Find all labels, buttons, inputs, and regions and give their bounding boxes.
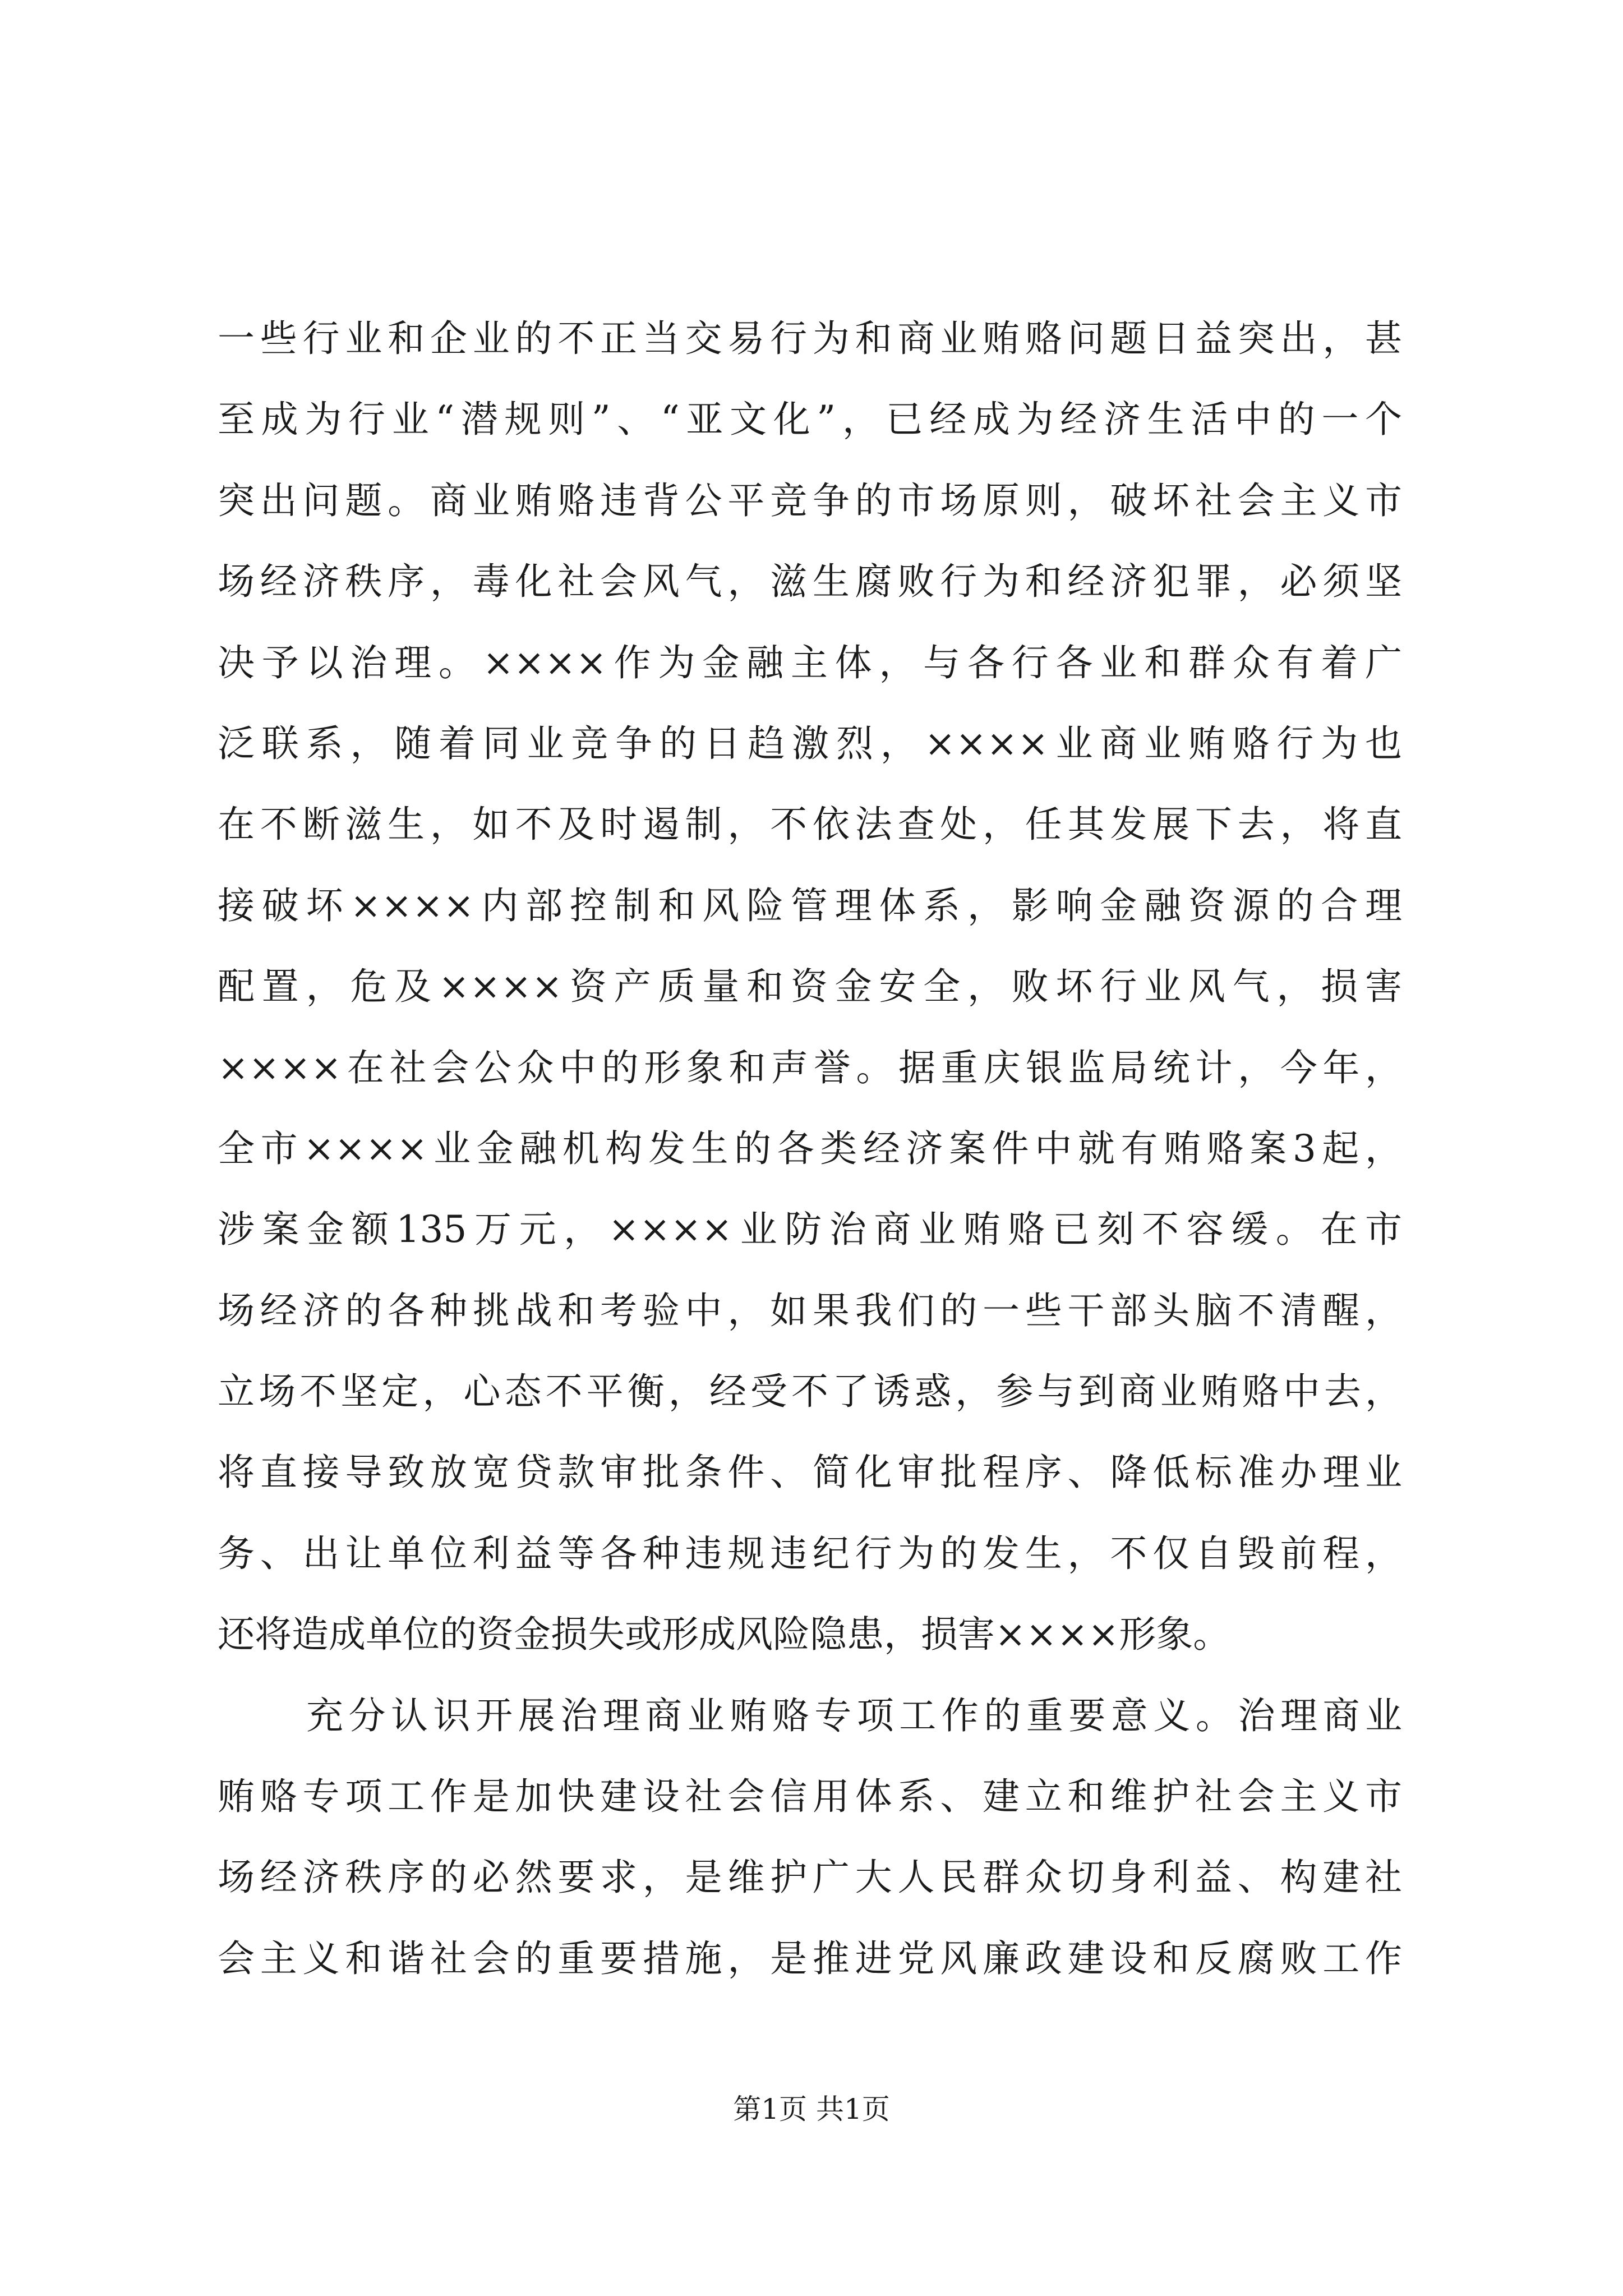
text-line: 至成为行业“潜规则”、“亚文化”，已经成为经济生活中的一个	[218, 398, 1402, 441]
text-line: 泛联系，随着同业竞争的日趋激烈，××××业商业贿赂行为也	[218, 721, 1402, 765]
text-line: 务、出让单位利益等各种违规违纪行为的发生，不仅自毁前程，	[218, 1531, 1402, 1575]
text-line: 接破坏××××内部控制和风险管理体系，影响金融资源的合理	[218, 884, 1402, 927]
text-line: 在不断滋生，如不及时遏制，不依法查处，任其发展下去，将直	[218, 803, 1402, 846]
text-line: 突出问题。商业贿赂违背公平竞争的市场原则，破坏社会主义市	[218, 478, 1402, 522]
paragraph-end-line: 还将造成单位的资金损失或形成风险隐患，损害××××形象。	[218, 1613, 1230, 1657]
text-line: 场经济秩序的必然要求，是维护广大人民群众切身利益、构建社	[218, 1856, 1402, 1899]
text-line: 全市××××业金融机构发生的各类经济案件中就有贿赂案3起，	[218, 1126, 1402, 1170]
text-line: 涉案金额135万元，××××业防治商业贿赂已刻不容缓。在市	[218, 1208, 1402, 1251]
text-line: 贿赂专项工作是加快建设社会信用体系、建立和维护社会主义市	[218, 1775, 1402, 1819]
text-line: 决予以治理。××××作为金融主体，与各行各业和群众有着广	[218, 641, 1402, 684]
document-body	[218, 298, 1402, 1999]
text-line: 会主义和谐社会的重要措施，是推进党风廉政建设和反腐败工作	[218, 1936, 1402, 1980]
text-line: 一些行业和企业的不正当交易行为和商业贿赂问题日益突出，甚	[218, 317, 1402, 360]
text-line: 立场不坚定，心态不平衡，经受不了诱惑，参与到商业贿赂中去，	[218, 1370, 1402, 1414]
text-line: 配置，危及××××资产质量和资金安全，败坏行业风气，损害	[218, 965, 1402, 1009]
paragraph-start-line: 充分认识开展治理商业贿赂专项工作的重要意义。治理商业	[306, 1694, 1402, 1737]
text-line: 场经济的各种挑战和考验中，如果我们的一些干部头脑不清醒，	[218, 1289, 1402, 1332]
text-line: ××××在社会公众中的形象和声誉。据重庆银监局统计，今年，	[218, 1046, 1402, 1089]
text-line: 将直接导致放宽贷款审批条件、简化审批程序、降低标准办理业	[218, 1451, 1402, 1494]
text-line: 场经济秩序，毒化社会风气，滋生腐败行为和经济犯罪，必须坚	[218, 560, 1402, 604]
page-footer	[0, 2090, 1623, 2129]
page-number: 第1页 共1页	[733, 2093, 890, 2125]
